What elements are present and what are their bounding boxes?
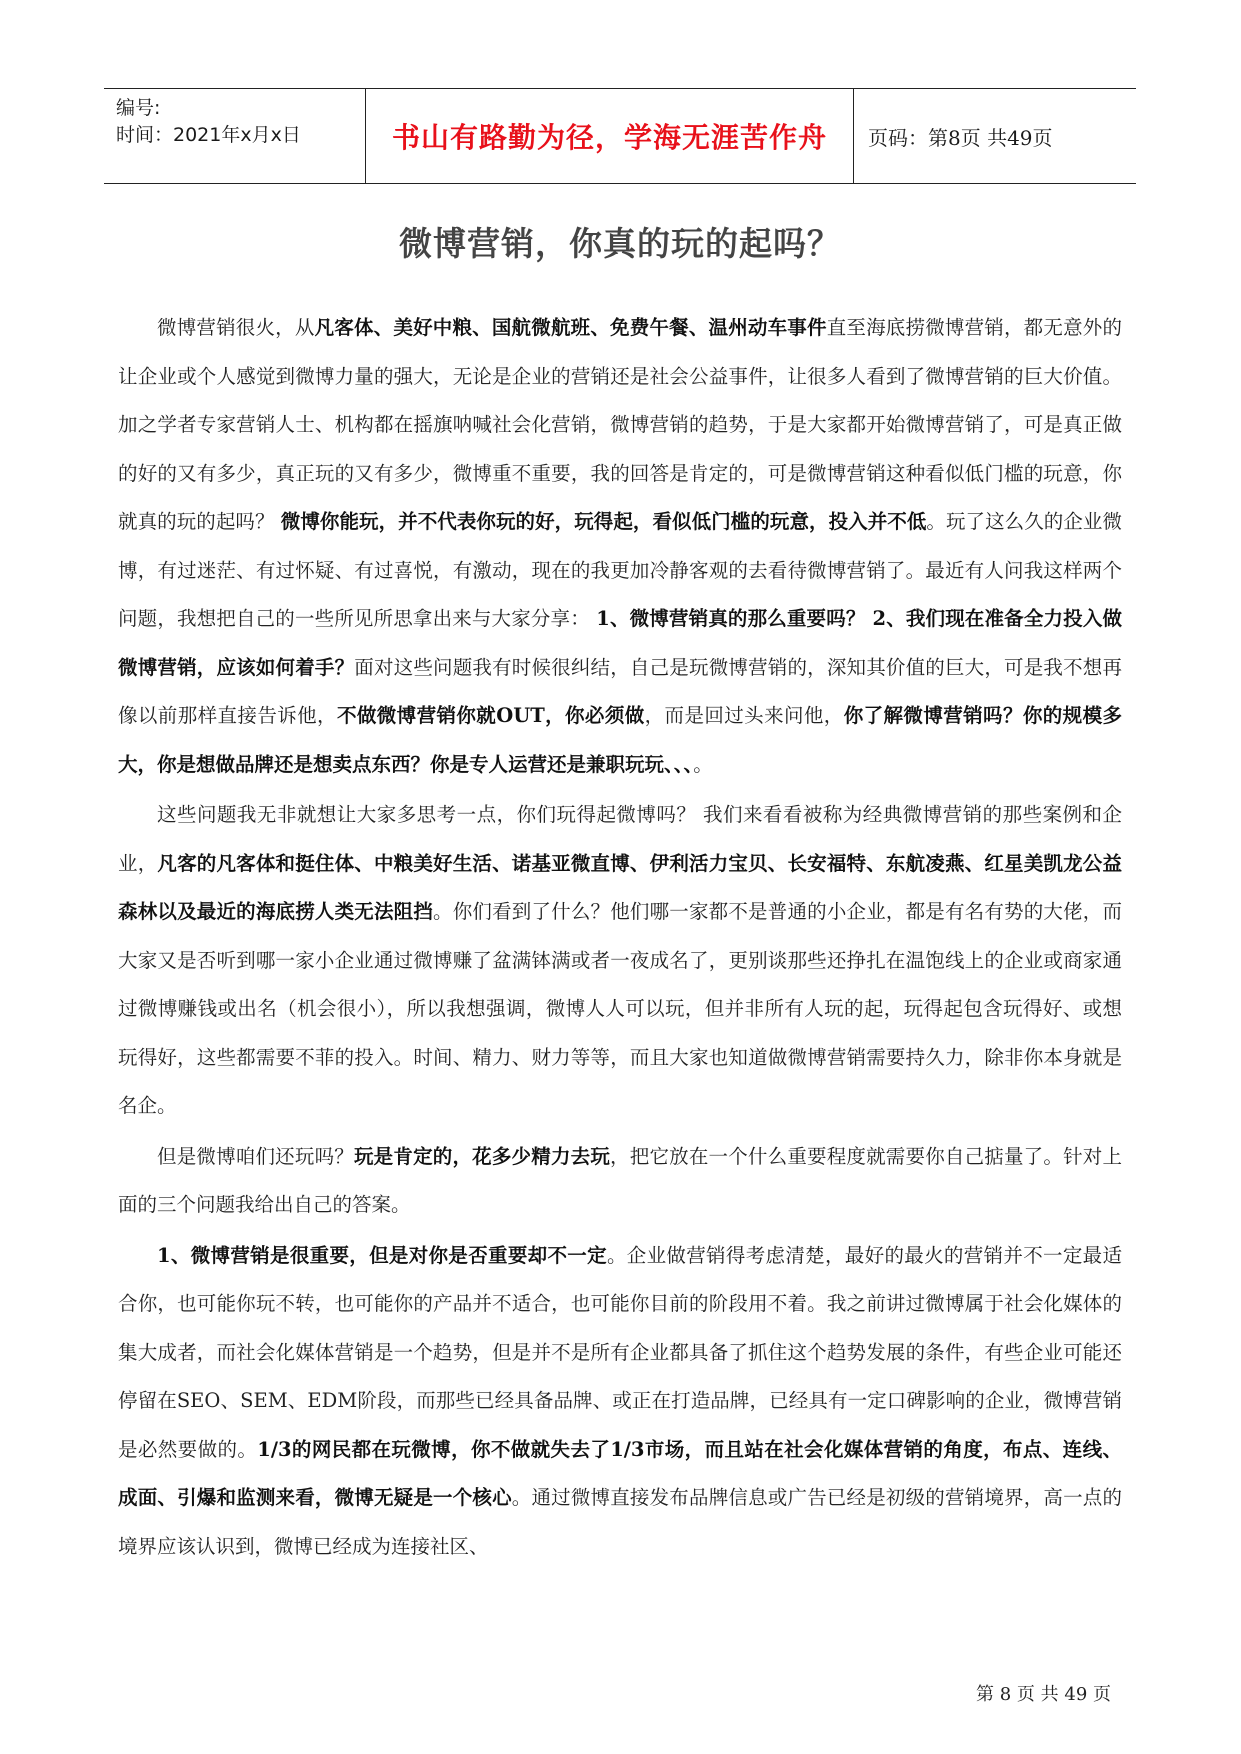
document-number-label: 编号:: [116, 97, 161, 119]
text-run: 。通过微博直接发布品牌信息或广告已经是初级的营销境界，高一点的境界应该认识到，微博已经成为连接社区、: [118, 1486, 1122, 1558]
text-run: 。你们看到了什么？他们哪一家都不是普通的小企业，都是有名有势的大佬，而大家又是否听到哪一家小企业通过微博赚了盆满钵满或者一夜成名了，更别谈那些还挣扎在温饱线上的企业或商家通过微博赚钱或出名（机会很小），所以我想强调，微博人人可以玩，但并非所有人玩的起，玩得起包含玩得好、或想玩得好，这些都需要不菲的投入。时间、精力、财力等等，而且大家也知道做微博营销需要持久力，除非你本身就是名企。: [118, 900, 1122, 1117]
header-meta-cell: [104, 89, 366, 183]
body-paragraph: [118, 1133, 1122, 1230]
bold-text-run: 不做微博营销你就OUT，你必须做: [336, 704, 645, 727]
document-time-label: 时间：2021年x月x日: [116, 124, 301, 146]
text-run: 直至海底捞微博营销，都无意外的让企业或个人感觉到微博力量的强大，无论是企业的营销还是社会公益事件，让很多人看到了微博营销的巨大价值。加之学者专家营销人士、机构都在摇旗呐喊社会化营销，微博营销的趋势，于是大家都开始微博营销了，可是真正做的好的又有多少，真正玩的又有多少，微博重不重要，我的回答是肯定的，可是微博营销这种看似低门槛的玩意，你就真的玩的起吗？: [118, 316, 1122, 533]
bold-text-run: 1、微博营销是很重要，但是对你是否重要却不一定: [157, 1243, 607, 1267]
bold-text-run: 凡客的凡客体和挺住体、中粮美好生活、诺基亚微直博、伊利活力宝贝、长安福特、东航凌燕、红星美凯龙公益森林以及最近的海底捞人类无法阻挡: [118, 851, 1122, 923]
bold-text-run: 凡客体、美好中粮、国航微航班、免费午餐、温州动车事件: [314, 316, 827, 339]
bold-text-run: 你了解微博营销吗？你的规模多大，你是想做品牌还是想卖点东西？你是专人运营还是兼职玩玩、、、: [118, 704, 1122, 776]
document-header: [104, 88, 1136, 184]
text-run: ，把它放在一个什么重要程度就需要你自己掂量了。针对上面的三个问题我给出自己的答案。: [118, 1144, 1122, 1216]
body-paragraph: [118, 1232, 1122, 1572]
article-title: 微博营销，你真的玩的起吗？: [399, 224, 841, 263]
bold-text-run: 微博你能玩，并不代表你玩的好，玩得起，看似低门槛的玩意，投入并不低: [280, 510, 927, 533]
text-run: 。玩了这么久的企业微博，有过迷茫、有过怀疑、有过喜悦，有激动，现在的我更加冷静客观的去看待微博营销了。最近有人问我这样两个问题，我想把自己的一些所见所思拿出来与大家分享：: [118, 510, 1122, 630]
text-run: 这些问题我无非就想让大家多思考一点，你们玩得起微博吗？ 我们来看看被称为经典微博营销的那些案例和企业，: [118, 803, 1122, 875]
text-run: ，而是回过头来问他，: [644, 704, 844, 727]
text-run: 面对这些问题我有时候很纠结，自己是玩微博营销的，深知其价值的巨大，可是我不想再像以前那样直接告诉他，: [118, 655, 1122, 727]
article-body: [118, 304, 1122, 1573]
bold-text-run: 1/3的网民都在玩微博，你不做就失去了1/3市场，而且站在社会化媒体营销的角度，布点、连线、成面、引爆和监测来看，微博无疑是一个核心: [118, 1437, 1122, 1509]
bold-text-run: 玩是肯定的，花多少精力去玩: [353, 1144, 611, 1168]
header-motto: 书山有路勤为径，学海无涯苦作舟: [366, 89, 854, 183]
page-footer: 第 8 页 共 49 页: [976, 1684, 1111, 1705]
text-run: 。: [693, 752, 713, 776]
body-paragraph: [118, 791, 1122, 1131]
text-run: 微博营销很火，从: [157, 316, 315, 339]
body-paragraph: [118, 304, 1122, 789]
text-run: 但是微博咱们还玩吗？: [157, 1144, 354, 1168]
bold-text-run: 1、微博营销真的那么重要吗？ 2、我们现在准备全力投入做微博营销，应该如何着手？: [118, 607, 1122, 679]
header-page-info: 页码：第8页 共49页: [868, 125, 1053, 150]
text-run: 。企业做营销得考虑清楚，最好的最火的营销并不一定最适合你，也可能你玩不转，也可能你的产品并不适合，也可能你目前的阶段用不着。我之前讲过微博属于社会化媒体的集大成者，而社会化媒体营销是一个趋势，但是并不是所有企业都具备了抓住这个趋势发展的条件，有些企业可能还停留在SEO、SEM、EDM阶段，而那些已经具备品牌、或正在打造品牌，已经具有一定口碑影响的企业，微博营销是必然要做的。: [118, 1243, 1122, 1461]
